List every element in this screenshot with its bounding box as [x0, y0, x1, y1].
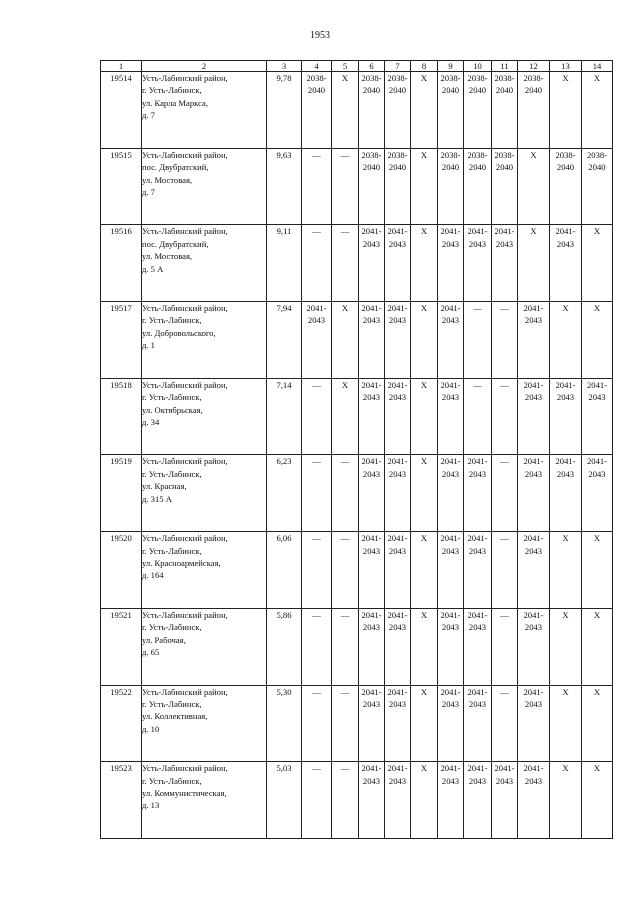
address-cell — [142, 148, 267, 225]
value-cell: 7,94 — [267, 302, 302, 379]
period-cell: 2041- 2043 — [550, 455, 582, 532]
period-cell: 2038- 2040 — [302, 72, 332, 149]
page-number: 1953 — [310, 30, 330, 41]
address-line: ул. Октябрьская, — [142, 404, 203, 415]
period-cell: 2041- 2043 — [359, 762, 385, 839]
address-line: д. 315 А — [142, 493, 172, 504]
address-line: д. 164 — [142, 570, 164, 581]
period-cell: 2041- 2043 — [582, 378, 613, 455]
period-cell: X — [518, 225, 550, 302]
period-cell: 2041- 2043 — [438, 608, 464, 685]
period-cell: 2041- 2043 — [385, 455, 411, 532]
row-id: 19515 — [101, 148, 142, 225]
period-cell: 2041- 2043 — [438, 225, 464, 302]
column-header: 6 — [359, 61, 385, 72]
address-cell — [142, 378, 267, 455]
table-row — [101, 378, 613, 455]
period-cell: 2041- 2043 — [438, 455, 464, 532]
address-line: Усть-Лабинский район, — [142, 303, 228, 314]
column-header: 13 — [550, 61, 582, 72]
address-cell — [142, 225, 267, 302]
period-cell: 2041- 2043 — [438, 532, 464, 609]
period-cell: 2041- 2043 — [518, 532, 550, 609]
period-cell: — — [492, 532, 518, 609]
period-cell: 2041- 2043 — [518, 608, 550, 685]
period-cell: 2041- 2043 — [359, 302, 385, 379]
period-cell: 2041- 2043 — [492, 762, 518, 839]
table-row — [101, 608, 613, 685]
period-cell: 2041- 2043 — [359, 225, 385, 302]
period-cell: 2041- 2043 — [550, 225, 582, 302]
address-line: Усть-Лабинский район, — [142, 456, 228, 467]
column-header: 1 — [101, 61, 142, 72]
period-cell: 2041- 2043 — [385, 378, 411, 455]
period-cell: X — [582, 225, 613, 302]
address-line: пос. Двубратский, — [142, 238, 209, 249]
period-cell: X — [411, 378, 438, 455]
period-cell: — — [332, 148, 359, 225]
period-cell: — — [302, 455, 332, 532]
address-line: г. Усть-Лабинск, — [142, 392, 202, 403]
period-cell: 2041- 2043 — [385, 608, 411, 685]
period-cell: X — [332, 72, 359, 149]
period-cell: 2038- 2040 — [492, 72, 518, 149]
period-cell: — — [302, 685, 332, 762]
period-cell: — — [492, 608, 518, 685]
period-cell: X — [411, 532, 438, 609]
period-cell: 2038- 2040 — [385, 148, 411, 225]
address-line: Усть-Лабинский район, — [142, 533, 228, 544]
address-line: ул. Красная, — [142, 481, 187, 492]
period-cell: 2041- 2043 — [359, 608, 385, 685]
period-cell: X — [550, 302, 582, 379]
period-cell: — — [332, 532, 359, 609]
period-cell: — — [302, 148, 332, 225]
address-cell — [142, 762, 267, 839]
period-cell: — — [332, 608, 359, 685]
period-cell: — — [332, 225, 359, 302]
address-line: ул. Рабочая, — [142, 634, 186, 645]
period-cell: — — [464, 378, 492, 455]
address-cell — [142, 685, 267, 762]
row-id: 19523 — [101, 762, 142, 839]
row-id: 19516 — [101, 225, 142, 302]
period-cell: — — [302, 762, 332, 839]
address-line: Усть-Лабинский район, — [142, 149, 228, 160]
address-line: ул. Мостовая, — [142, 174, 193, 185]
address-cell — [142, 455, 267, 532]
period-cell: X — [411, 72, 438, 149]
period-cell: X — [411, 455, 438, 532]
period-cell: X — [411, 685, 438, 762]
period-cell: 2038- 2040 — [464, 72, 492, 149]
value-cell: 7,14 — [267, 378, 302, 455]
row-id: 19519 — [101, 455, 142, 532]
address-cell — [142, 72, 267, 149]
address-line: г. Усть-Лабинск, — [142, 315, 202, 326]
value-cell: 9,78 — [267, 72, 302, 149]
address-line: ул. Добровольского, — [142, 327, 216, 338]
address-line: Усть-Лабинский район, — [142, 379, 228, 390]
period-cell: — — [492, 685, 518, 762]
address-line: Усть-Лабинский район, — [142, 73, 228, 83]
period-cell: 2041- 2043 — [359, 455, 385, 532]
value-cell: 9,11 — [267, 225, 302, 302]
column-header: 14 — [582, 61, 613, 72]
address-line: г. Усть-Лабинск, — [142, 468, 202, 479]
period-cell: 2041- 2043 — [518, 685, 550, 762]
period-cell: 2038- 2040 — [492, 148, 518, 225]
table-row — [101, 225, 613, 302]
address-line: г. Усть-Лабинск, — [142, 545, 202, 556]
period-cell: X — [550, 762, 582, 839]
period-cell: — — [302, 225, 332, 302]
period-cell: — — [332, 455, 359, 532]
row-id: 19521 — [101, 608, 142, 685]
table-header — [101, 61, 613, 72]
address-cell — [142, 532, 267, 609]
period-cell: 2041- 2043 — [302, 302, 332, 379]
period-cell: 2041- 2043 — [385, 532, 411, 609]
value-cell: 5,30 — [267, 685, 302, 762]
address-line: ул. Карла Маркса, — [142, 97, 208, 108]
value-cell: 6,06 — [267, 532, 302, 609]
period-cell: 2038- 2040 — [438, 72, 464, 149]
period-cell: X — [550, 72, 582, 149]
table-row — [101, 532, 613, 609]
register-table — [100, 60, 613, 839]
period-cell: 2041- 2043 — [518, 302, 550, 379]
period-cell: 2038- 2040 — [550, 148, 582, 225]
address-line: ул. Коммунистическая, — [142, 788, 227, 798]
period-cell: X — [518, 148, 550, 225]
period-cell: 2041- 2043 — [464, 455, 492, 532]
period-cell: — — [332, 685, 359, 762]
period-cell: X — [411, 302, 438, 379]
address-line: ул. Красноармейская, — [142, 557, 221, 568]
period-cell: 2041- 2043 — [518, 378, 550, 455]
period-cell: 2041- 2043 — [359, 532, 385, 609]
period-cell: 2041- 2043 — [438, 378, 464, 455]
period-cell: 2038- 2040 — [464, 148, 492, 225]
address-line: д. 34 — [142, 416, 160, 427]
row-id: 19514 — [101, 72, 142, 149]
period-cell: X — [332, 378, 359, 455]
period-cell: 2041- 2043 — [464, 608, 492, 685]
period-cell: — — [492, 455, 518, 532]
period-cell: X — [411, 608, 438, 685]
address-line: Усть-Лабинский район, — [142, 609, 228, 620]
header-row — [101, 61, 613, 72]
address-line: д. 7 — [142, 110, 155, 121]
period-cell: 2041- 2043 — [438, 762, 464, 839]
table-row — [101, 148, 613, 225]
period-cell: X — [411, 225, 438, 302]
period-cell: 2038- 2040 — [385, 72, 411, 149]
row-id: 19517 — [101, 302, 142, 379]
period-cell: 2041- 2043 — [464, 762, 492, 839]
period-cell: 2041- 2043 — [582, 455, 613, 532]
address-line: ул. Мостовая, — [142, 251, 193, 262]
period-cell: 2041- 2043 — [385, 685, 411, 762]
address-line: Усть-Лабинский район, — [142, 763, 228, 774]
period-cell: 2038- 2040 — [359, 72, 385, 149]
row-id: 19522 — [101, 685, 142, 762]
address-line: д. 5 А — [142, 263, 164, 274]
period-cell: 2041- 2043 — [464, 532, 492, 609]
period-cell: — — [492, 378, 518, 455]
period-cell: 2038- 2040 — [359, 148, 385, 225]
period-cell: 2041- 2043 — [518, 455, 550, 532]
address-line: пос. Двубратский, — [142, 162, 209, 173]
address-line: г. Усть-Лабинск, — [142, 775, 202, 786]
period-cell: — — [302, 532, 332, 609]
period-cell: 2038- 2040 — [518, 72, 550, 149]
row-id: 19518 — [101, 378, 142, 455]
table-row — [101, 455, 613, 532]
address-line: д. 7 — [142, 186, 155, 197]
period-cell: 2041- 2043 — [464, 225, 492, 302]
column-header: 10 — [464, 61, 492, 72]
period-cell: X — [411, 148, 438, 225]
period-cell: 2038- 2040 — [582, 148, 613, 225]
period-cell: — — [302, 378, 332, 455]
column-header: 8 — [411, 61, 438, 72]
address-line: Усть-Лабинский район, — [142, 226, 228, 237]
address-cell — [142, 302, 267, 379]
value-cell: 5,03 — [267, 762, 302, 839]
period-cell: 2041- 2043 — [359, 378, 385, 455]
period-cell: — — [464, 302, 492, 379]
period-cell: X — [582, 532, 613, 609]
address-line: г. Усть-Лабинск, — [142, 622, 202, 633]
column-header: 11 — [492, 61, 518, 72]
period-cell: 2041- 2043 — [385, 225, 411, 302]
period-cell: — — [492, 302, 518, 379]
address-line: д. 10 — [142, 723, 160, 734]
row-id: 19520 — [101, 532, 142, 609]
table-row — [101, 685, 613, 762]
address-line: г. Усть-Лабинск, — [142, 698, 202, 709]
period-cell: 2041- 2043 — [492, 225, 518, 302]
column-header: 12 — [518, 61, 550, 72]
address-line: д. 1 — [142, 340, 155, 351]
table-row — [101, 302, 613, 379]
address-line: д. 13 — [142, 800, 160, 811]
column-header: 5 — [332, 61, 359, 72]
value-cell: 5,86 — [267, 608, 302, 685]
period-cell: 2041- 2043 — [385, 302, 411, 379]
period-cell: X — [411, 762, 438, 839]
column-header: 9 — [438, 61, 464, 72]
column-header: 3 — [267, 61, 302, 72]
period-cell: 2041- 2043 — [464, 685, 492, 762]
table-body — [101, 72, 613, 839]
table-row — [101, 762, 613, 839]
period-cell: 2041- 2043 — [438, 685, 464, 762]
period-cell: X — [582, 685, 613, 762]
period-cell: 2041- 2043 — [359, 685, 385, 762]
column-header: 2 — [142, 61, 267, 72]
value-cell: 6,23 — [267, 455, 302, 532]
period-cell: X — [582, 72, 613, 149]
period-cell: 2041- 2043 — [518, 762, 550, 839]
period-cell: X — [582, 762, 613, 839]
value-cell: 9,63 — [267, 148, 302, 225]
period-cell: — — [302, 608, 332, 685]
period-cell: X — [550, 685, 582, 762]
period-cell: 2041- 2043 — [550, 378, 582, 455]
period-cell: X — [332, 302, 359, 379]
period-cell: 2041- 2043 — [385, 762, 411, 839]
period-cell: X — [582, 302, 613, 379]
column-header: 7 — [385, 61, 411, 72]
address-cell — [142, 608, 267, 685]
period-cell: — — [332, 762, 359, 839]
address-line: Усть-Лабинский район, — [142, 686, 228, 697]
address-line: г. Усть-Лабинск, — [142, 85, 202, 96]
period-cell: X — [550, 608, 582, 685]
period-cell: X — [582, 608, 613, 685]
address-line: д. 65 — [142, 647, 160, 658]
column-header: 4 — [302, 61, 332, 72]
table-row — [101, 72, 613, 149]
address-line: ул. Коллективная, — [142, 711, 208, 722]
period-cell: X — [550, 532, 582, 609]
period-cell: 2038- 2040 — [438, 148, 464, 225]
period-cell: 2041- 2043 — [438, 302, 464, 379]
